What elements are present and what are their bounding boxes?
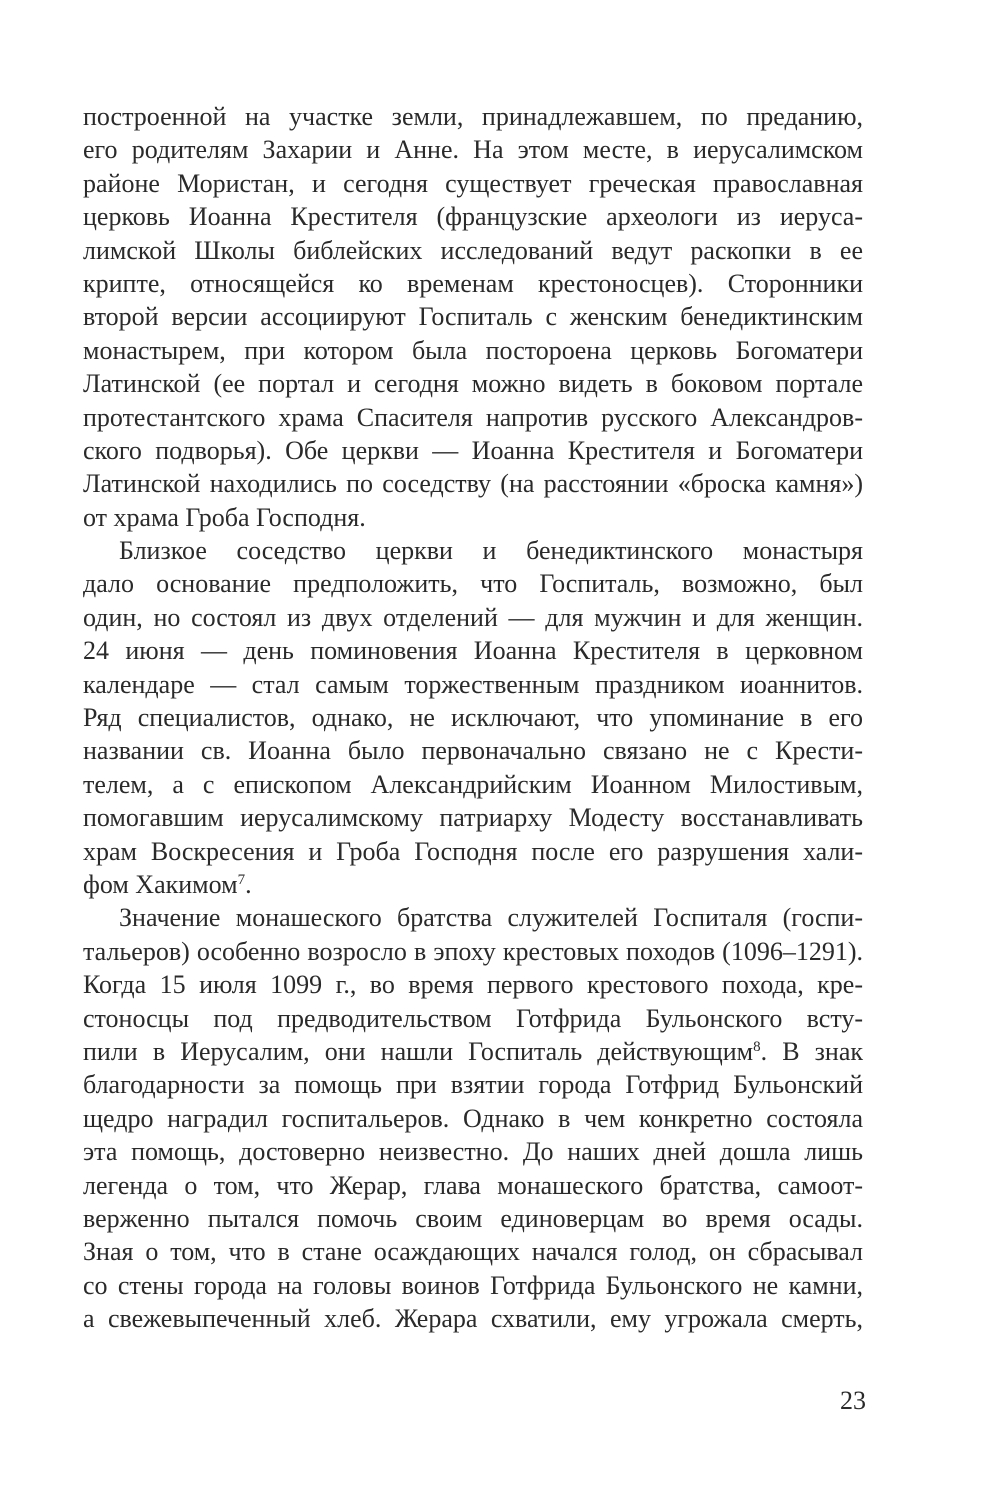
text-line: Латинской (ее портал и сегодня можно видеть в боковом портале [83, 369, 863, 399]
text-line: Зная о том, что в стане осаждающих начался голод, он сбрасывал [83, 1237, 863, 1267]
text-line: его родителям Захарии и Анне. На этом месте, в иерусалимском [83, 135, 863, 165]
text-line: один, но состоял из двух отделений — для мужчин и для женщин. [83, 602, 863, 632]
text-line: крипте, относящейся ко временам крестоносцев). Сторонники [83, 268, 863, 298]
text-line: Близкое соседство церкви и бенедиктинского монастыря [119, 536, 863, 566]
text-line: а свежевыпеченный хлеб. Жерара схватили, ему угрожала смерть, [83, 1304, 863, 1334]
text-line: дало основание предположить, что Госпиталь, возможно, был [83, 569, 863, 599]
footnote-marker[interactable]: 7 [237, 871, 246, 888]
line-text: фом Хакимом [83, 869, 238, 899]
text-line: Латинской находились по соседству (на расстоянии «броска камня») [83, 469, 863, 499]
text-line: ского подворья). Обе церкви — Иоанна Крестителя и Богоматери [83, 435, 863, 465]
text-line: Когда 15 июля 1099 г., во время первого крестового похода, кре- [83, 970, 863, 1000]
text-line: телем, а с епископом Александрийским Иоанном Милостивым, [83, 769, 863, 799]
line-text: пили в Иерусалим, они нашли Госпиталь действующим [83, 1036, 754, 1066]
paragraph [83, 100, 863, 534]
text-line: календаре — стал самым торжественным праздником иоаннитов. [83, 669, 863, 699]
text-line: стоносцы под предводительством Готфрида Бульонского всту- [83, 1003, 863, 1033]
paragraph [83, 534, 863, 901]
paragraph [83, 901, 863, 1335]
text-line: названии св. Иоанна было первоначально связано не с Крести- [83, 736, 863, 766]
text-line: построенной на участке земли, принадлежавшем, по преданию, [83, 102, 863, 131]
text-line: тальеров) особенно возросло в эпоху крестовых походов (1096–1291). [83, 936, 863, 966]
text-line: от храма Гроба Господня. [83, 502, 366, 532]
text-line [83, 868, 863, 901]
text-line: храм Воскресения и Гроба Господня после его разрушения хали- [83, 836, 863, 866]
text-line: легенда о том, что Жерар, глава монашеского братства, самоот- [83, 1170, 863, 1200]
text-line: щедро наградил госпитальеров. Однако в чем конкретно состояла [83, 1103, 863, 1133]
text-line: районе Мористан, и сегодня существует греческая православная [83, 168, 863, 198]
text-line: помогавшим иерусалимскому патриарху Модесту восстанавливать [83, 803, 863, 833]
text-line: эта помощь, достоверно неизвестно. До наших дней дошла лишь [83, 1137, 863, 1167]
text-line: со стены города на головы воинов Готфрида Бульонского не камни, [83, 1270, 863, 1300]
text-line: верженно пытался помочь своим единоверцам во время осады. [83, 1203, 863, 1233]
text-line: протестантского храма Спасителя напротив русского Александров- [83, 402, 863, 432]
text-line: церковь Иоанна Крестителя (французские археологи из иеруса- [83, 202, 863, 232]
text-line: лимской Школы библейских исследований ведут раскопки в ее [83, 235, 863, 265]
footnote-marker[interactable]: 8 [753, 1038, 761, 1055]
text-line: благодарности за помощь при взятии города Готфрид Бульонский [83, 1070, 863, 1100]
text-line [83, 1035, 863, 1068]
text-line: 24 июня — день поминовения Иоанна Крестителя в церковном [83, 636, 863, 666]
text-line: Значение монашеского братства служителей Госпиталя (госпи- [119, 903, 863, 933]
text-line: второй версии ассоциируют Госпиталь с женским бенедиктинским [83, 302, 863, 332]
line-tail: . [245, 869, 252, 899]
page-number: 23 [840, 1386, 866, 1415]
page-body [83, 100, 863, 1335]
text-line: монастырем, при котором была посторoена церковь Богоматери [83, 335, 863, 365]
line-tail: . В знак [760, 1036, 864, 1066]
text-line: Ряд специалистов, однако, не исключают, что упоминание в его [83, 703, 863, 733]
